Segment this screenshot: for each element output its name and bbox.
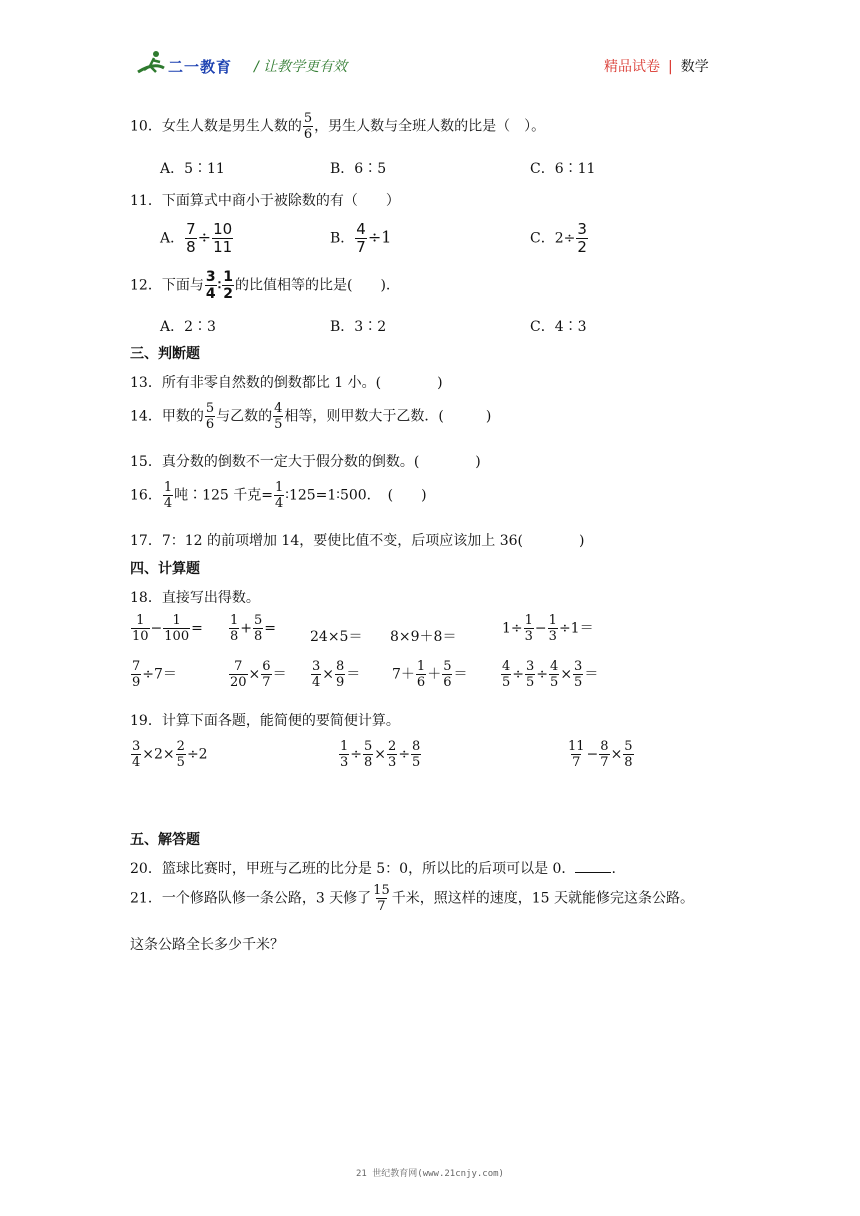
suffix: ÷1＝ (558, 620, 594, 637)
q14-text-b: 与乙数的 (216, 408, 273, 425)
frac-den: 7 (600, 755, 609, 770)
footer: 21 世纪教育网(www.21cnjy.com) (356, 1169, 504, 1179)
q18-row2-expr4 (392, 660, 467, 689)
fraction (623, 740, 633, 769)
fraction (549, 660, 559, 689)
frac-den: 5 (550, 675, 559, 690)
frac-den: 5 (574, 675, 583, 690)
operator: ×2× (142, 746, 175, 763)
section-3-title: 三、判断题 (130, 346, 200, 362)
operator: ÷ (350, 746, 363, 763)
frac-num: 3 (526, 659, 535, 674)
frac-den: 9 (132, 675, 141, 690)
frac-num: 1 (275, 480, 284, 495)
frac-den: 7 (377, 899, 386, 914)
q11-option-c (530, 222, 589, 255)
fraction (567, 740, 586, 769)
fraction (501, 660, 511, 689)
q10-option-a: A．5∶11 (160, 161, 225, 177)
equals: ＝ (272, 666, 287, 683)
q19-expr3 (566, 740, 635, 769)
q11-b-tail: ÷1 (367, 227, 392, 247)
frac-num: 3 (577, 220, 587, 238)
q12-colon: ∶ (217, 277, 222, 294)
equals: = (264, 620, 277, 637)
q10-frac-num: 5 (303, 111, 313, 126)
q16-label: 16． (130, 487, 162, 504)
frac-num: 8 (600, 739, 609, 754)
question-16 (130, 481, 427, 510)
frac-den: 8 (254, 629, 263, 644)
frac-num: 5 (443, 659, 452, 674)
operator: × (322, 666, 335, 683)
q18-row2-expr2 (228, 660, 287, 689)
question-20 (130, 858, 616, 878)
frac-den: 2 (223, 286, 233, 302)
frac-den: 5 (274, 417, 283, 432)
frac-den: 4 (205, 286, 216, 302)
operator: ÷ (398, 746, 411, 763)
frac-num: 6 (262, 659, 271, 674)
frac-den: 8 (624, 755, 633, 770)
q19-expr1 (130, 740, 208, 769)
frac-den: 5 (412, 755, 421, 770)
fraction (261, 660, 271, 689)
q10-fraction (303, 112, 313, 141)
frac-den: 4 (163, 496, 173, 511)
fraction (573, 660, 583, 689)
operator: × (248, 666, 261, 683)
frac-num: 5 (205, 401, 215, 416)
equals: ＝ (453, 666, 468, 683)
frac-num: 8 (412, 739, 421, 754)
question-10 (130, 112, 545, 141)
frac-num: 4 (550, 659, 559, 674)
frac-den: 100 (164, 629, 190, 644)
suffix: ÷2 (186, 746, 208, 763)
frac-den: 4 (312, 675, 321, 690)
header-separator: | (668, 59, 673, 75)
q21-frac (372, 884, 391, 913)
q10-frac-den: 6 (303, 127, 313, 142)
fraction (131, 614, 150, 643)
fraction (524, 614, 534, 643)
question-21 (130, 884, 694, 913)
frac-num: 1 (524, 613, 533, 628)
frac-num: 1 (172, 613, 181, 628)
slogan: / 让教学更有效 (254, 59, 348, 75)
q11-c-frac (576, 222, 588, 255)
question-15: 15．真分数的倒数不一定大于假分数的倒数。( ) (130, 454, 481, 470)
equals: ＝ (346, 666, 361, 683)
header-right (604, 56, 709, 76)
operator: + (240, 620, 253, 637)
frac-num: 1 (416, 659, 426, 674)
frac-num: 1 (548, 613, 557, 628)
q12-text-a: 12．下面与 (130, 277, 204, 294)
frac-num: 1 (136, 613, 145, 628)
question-13: 13．所有非零自然数的倒数都比 1 小。( ) (130, 375, 443, 391)
logo-text: 二一教育 (168, 58, 233, 76)
fraction (163, 614, 190, 643)
frac-den: 3 (388, 755, 397, 770)
operator: × (610, 746, 623, 763)
frac-den: 4 (132, 755, 141, 770)
q18-row2-expr3 (310, 660, 360, 689)
frac-num: 3 (132, 739, 141, 754)
fraction (229, 660, 248, 689)
q21-text-a: 21．一个修路队修一条公路，3 天修了 (130, 890, 372, 907)
question-18: 18．直接写出得数。 (130, 590, 260, 606)
question-12 (130, 270, 390, 301)
frac-num: 5 (624, 739, 633, 754)
fraction (442, 660, 452, 689)
q11-option-a (160, 222, 234, 255)
fraction (311, 660, 321, 689)
question-17: 17．7：12 的前项增加 14，要使比值不变，后项应该加上 36( ) (130, 533, 585, 549)
q12-option-c: C．4∶3 (530, 319, 587, 335)
frac-num: 15 (373, 883, 390, 898)
q10-text-b: ，男生人数与全班人数的比是（ ）。 (314, 118, 546, 135)
q10-option-c: C．6∶11 (530, 161, 596, 177)
q14-frac2 (273, 402, 283, 431)
header-subject: 数学 (680, 59, 709, 75)
frac-den: 8 (230, 629, 239, 644)
frac-den: 3 (524, 629, 533, 644)
q12-option-b: B．3∶2 (330, 319, 387, 335)
fraction (176, 740, 186, 769)
q20-answer-blank[interactable] (575, 860, 611, 873)
question-19: 19．计算下面各题，能简便的要简便计算。 (130, 713, 400, 729)
frac-den: 8 (186, 238, 196, 256)
prefix: 1÷ (502, 620, 523, 637)
header-tag: 精品试卷 (604, 59, 660, 75)
q11-a-frac2 (212, 222, 233, 255)
section-5-title: 五、解答题 (130, 832, 200, 848)
frac-den: 5 (176, 755, 185, 770)
frac-den: 10 (132, 629, 149, 644)
frac-den: 6 (416, 675, 426, 690)
fraction (335, 660, 345, 689)
frac-num: 1 (230, 613, 239, 628)
frac-num: 10 (213, 220, 233, 238)
q12-frac2 (222, 270, 234, 301)
frac-den: 7 (572, 755, 581, 770)
q18-row2-expr1 (130, 660, 177, 689)
frac-den: 11 (213, 238, 233, 256)
frac-den: 5 (502, 675, 511, 690)
frac-den: 7 (262, 675, 271, 690)
frac-num: 4 (356, 220, 366, 238)
fraction (387, 740, 397, 769)
frac-num: 1 (340, 739, 349, 754)
operator: × (560, 666, 573, 683)
operator: − (150, 620, 163, 637)
frac-den: 6 (443, 675, 452, 690)
frac-num: 1 (223, 269, 233, 285)
q20-tail: . (611, 861, 616, 877)
operator: ＋ (427, 666, 442, 683)
q19-expr2 (338, 740, 422, 769)
q11-b-label: B． (330, 230, 355, 247)
q16-frac1 (163, 481, 173, 510)
frac-den: 9 (336, 675, 345, 690)
fraction (548, 614, 558, 643)
frac-den: 6 (205, 417, 215, 432)
q21-text-b: 千米，照这样的速度，15 天就能修完这条公路。 (391, 890, 694, 907)
frac-num: 4 (274, 401, 283, 416)
frac-num: 7 (186, 220, 196, 238)
fraction (525, 660, 535, 689)
frac-den: 3 (340, 755, 349, 770)
frac-num: 2 (176, 739, 185, 754)
q18-row1-expr1 (130, 614, 203, 643)
q21-line2: 这条公路全长多少千米？ (130, 937, 284, 953)
frac-num: 3 (312, 659, 321, 674)
q12-option-a: A．2∶3 (160, 319, 216, 335)
frac-den: 7 (356, 238, 366, 256)
q12-frac1 (205, 270, 217, 301)
fraction (411, 740, 421, 769)
q12-text-b: 的比值相等的比是( ). (234, 277, 391, 294)
fraction (363, 740, 373, 769)
fraction (339, 740, 349, 769)
question-14 (130, 402, 491, 431)
equals: ＝ (584, 666, 599, 683)
frac-num: 5 (254, 613, 263, 628)
fraction (253, 614, 263, 643)
q11-c-label: C．2÷ (530, 230, 576, 247)
q11-a-label: A． (160, 230, 185, 247)
frac-num: 8 (336, 659, 345, 674)
q18-row1-expr3: 24×5＝ (310, 629, 363, 645)
prefix: 7＋ (392, 666, 415, 683)
fraction (131, 740, 141, 769)
q11-option-b (330, 222, 391, 255)
fraction (131, 660, 141, 689)
q18-row2-expr5 (500, 660, 598, 689)
operator: × (374, 746, 387, 763)
frac-den: 5 (526, 675, 535, 690)
frac-num: 7 (132, 659, 141, 674)
q18-row1-expr5 (502, 614, 594, 643)
frac-num: 5 (364, 739, 373, 754)
frac-num: 3 (205, 269, 216, 285)
q14-frac1 (205, 402, 215, 431)
frac-num: 11 (568, 739, 585, 754)
q10-option-b: B．6∶5 (330, 161, 387, 177)
frac-den: 8 (364, 755, 373, 770)
frac-den: 4 (275, 496, 284, 511)
frac-den: 20 (230, 675, 247, 690)
q14-text-c: 相等，则甲数大于乙数．( ) (284, 408, 492, 425)
operator: ÷ (536, 666, 549, 683)
q16-text-a: 吨∶125 千克= (174, 487, 274, 504)
fraction (229, 614, 239, 643)
operator: − (586, 746, 599, 763)
q11-a-frac1 (185, 222, 197, 255)
frac-den: 2 (577, 238, 587, 256)
q14-text-a: 14．甲数的 (130, 408, 204, 425)
frac-den: 3 (548, 629, 557, 644)
operator: ÷ (512, 666, 525, 683)
frac-num: 1 (163, 480, 173, 495)
fraction (599, 740, 609, 769)
operator: − (534, 620, 547, 637)
q18-row1-expr4: 8×9＋8＝ (390, 629, 457, 645)
suffix: ÷7＝ (142, 666, 177, 683)
frac-num: 2 (388, 739, 397, 754)
frac-num: 4 (502, 659, 511, 674)
equals: = (191, 620, 203, 637)
q16-text-b: ∶125=1∶500． ( ) (285, 487, 427, 504)
q20-text: 20．篮球比赛时，甲班与乙班的比分是 5：0，所以比的后项可以是 0． (130, 861, 576, 877)
q10-text-a: 10．女生人数是男生人数的 (130, 118, 302, 135)
q11-a-op: ÷ (197, 227, 212, 247)
q18-row1-expr2 (228, 614, 276, 643)
q11-b-frac (355, 222, 367, 255)
fraction (416, 660, 426, 689)
frac-num: 3 (574, 659, 583, 674)
frac-num: 7 (234, 659, 243, 674)
q16-frac2 (274, 481, 284, 510)
section-4-title: 四、计算题 (130, 561, 200, 577)
question-11: 11．下面算式中商小于被除数的有（ ） (130, 193, 400, 209)
